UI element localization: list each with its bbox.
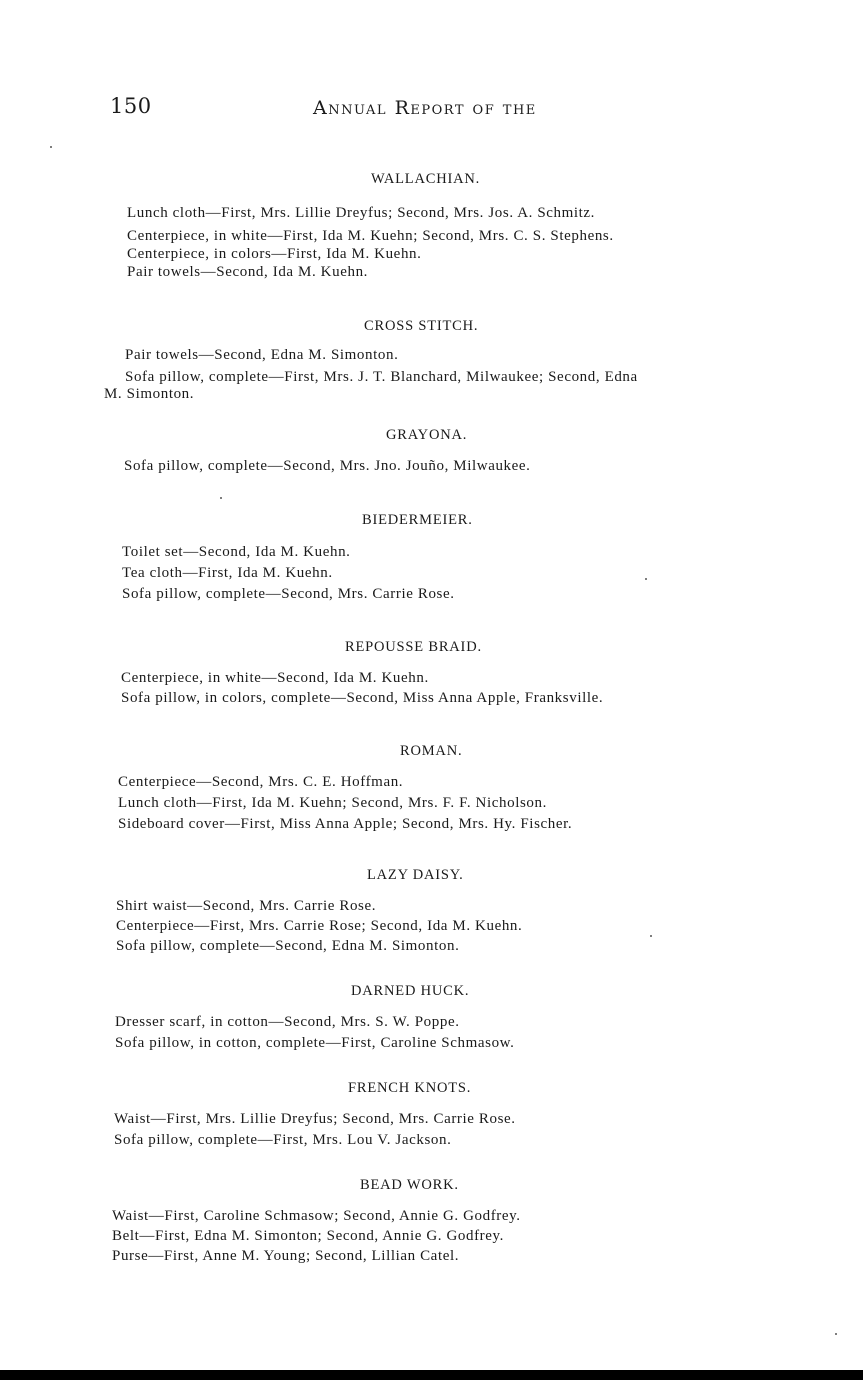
entry-line: Waist—First, Caroline Schmasow; Second, Annie G. Godfrey. [112,1208,521,1224]
scan-speck [650,935,652,937]
scan-speck [835,1333,837,1335]
entry-line: Shirt waist—Second, Mrs. Carrie Rose. [116,898,377,914]
entry-line: Pair towels—Second, Ida M. Kuehn. [127,264,369,280]
entry-line: Sideboard cover—First, Miss Anna Apple; Second, Mrs. Hy. Fischer. [118,816,573,832]
entry-line: Sofa pillow, in colors, complete—Second, Miss Anna Apple, Franksville. [121,690,604,706]
entry-line: Sofa pillow, complete—First, Mrs. J. T. Blanchard, Milwaukee; Second, Edna [125,369,638,385]
section-heading: CROSS STITCH. [364,318,479,334]
running-title: Annual Report of the [313,97,537,119]
entry-line: M. Simonton. [104,386,195,402]
entry-line: Centerpiece—First, Mrs. Carrie Rose; Second, Ida M. Kuehn. [116,918,523,934]
section-heading: BIEDERMEIER. [362,512,473,528]
section-heading: BEAD WORK. [360,1177,459,1193]
entry-line: Sofa pillow, in cotton, complete—First, Caroline Schmasow. [115,1035,515,1051]
entry-line: Purse—First, Anne M. Young; Second, Lillian Catel. [112,1248,460,1264]
section-heading: FRENCH KNOTS. [348,1080,472,1096]
entry-line: Lunch cloth—First, Ida M. Kuehn; Second, Mrs. F. F. Nicholson. [118,795,547,811]
page-number: 150 [110,94,152,118]
entry-line: Sofa pillow, complete—First, Mrs. Lou V. Jackson. [114,1132,452,1148]
section-heading: GRAYONA. [386,427,468,443]
entry-line: Lunch cloth—First, Mrs. Lillie Dreyfus; Second, Mrs. Jos. A. Schmitz. [127,205,596,221]
entry-line: Toilet set—Second, Ida M. Kuehn. [122,544,351,560]
entry-line: Sofa pillow, complete—Second, Mrs. Carrie Rose. [122,586,455,602]
scan-bottom-bar [0,1370,863,1380]
entry-line: Centerpiece—Second, Mrs. C. E. Hoffman. [118,774,404,790]
section-heading: WALLACHIAN. [371,171,481,187]
entry-line: Belt—First, Edna M. Simonton; Second, Annie G. Godfrey. [112,1228,505,1244]
entry-line: Sofa pillow, complete—Second, Edna M. Simonton. [116,938,460,954]
entry-line: Centerpiece, in colors—First, Ida M. Kuehn. [127,246,422,262]
scan-speck [50,146,52,148]
entry-line: Waist—First, Mrs. Lillie Dreyfus; Second, Mrs. Carrie Rose. [114,1111,516,1127]
entry-line: Centerpiece, in white—Second, Ida M. Kuehn. [121,670,429,686]
scan-speck [645,578,647,580]
scan-speck [220,497,222,499]
entry-line: Centerpiece, in white—First, Ida M. Kuehn; Second, Mrs. C. S. Stephens. [127,228,614,244]
entry-line: Tea cloth—First, Ida M. Kuehn. [122,565,333,581]
entry-line: Dresser scarf, in cotton—Second, Mrs. S. W. Poppe. [115,1014,460,1030]
section-heading: DARNED HUCK. [351,983,470,999]
entry-line: Sofa pillow, complete—Second, Mrs. Jno. Jouño, Milwaukee. [124,458,531,474]
section-heading: LAZY DAISY. [367,867,464,883]
entry-line: Pair towels—Second, Edna M. Simonton. [125,347,399,363]
section-heading: ROMAN. [400,743,463,759]
section-heading: REPOUSSE BRAID. [345,639,482,655]
